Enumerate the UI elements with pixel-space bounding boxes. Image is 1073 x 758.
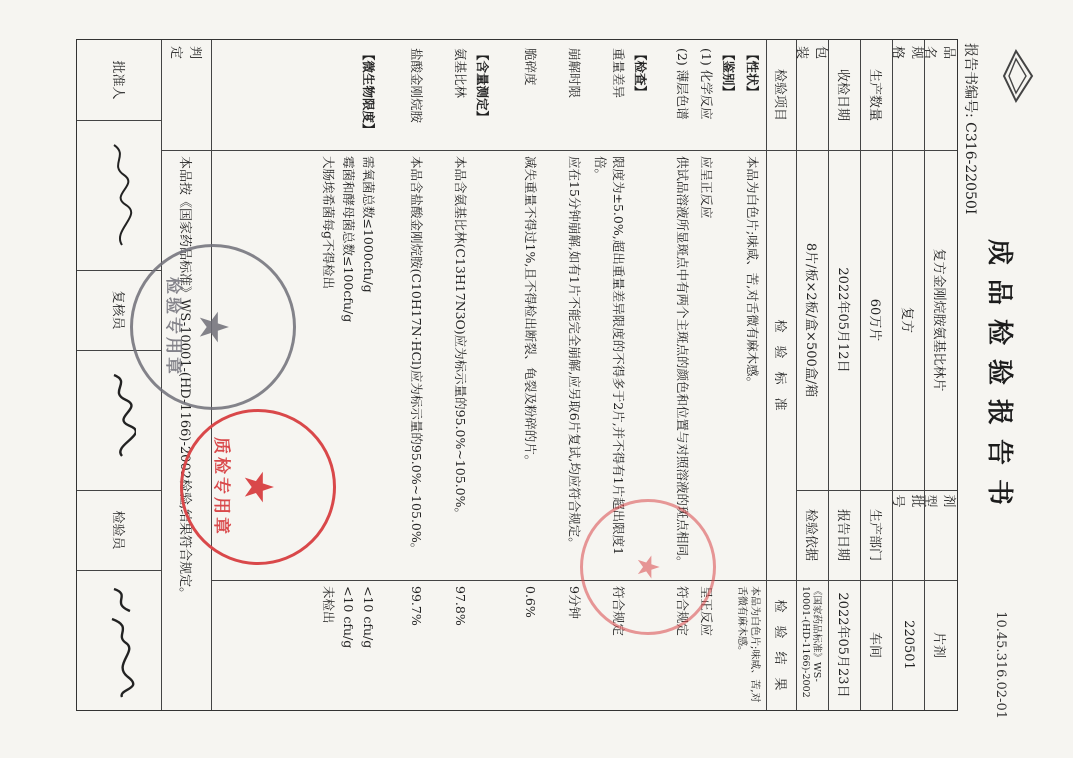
judgement-text: 本品按《国家药品标准》WS-10001-(HD-1166)-2002检验,结果符合规定。 xyxy=(177,156,193,601)
test-stamp-label: 检验专用章 xyxy=(163,277,183,377)
item-name: (2) 薄层色谱 xyxy=(675,48,690,120)
qc-red-stamp xyxy=(180,409,336,565)
item-name: 【含量测定】 xyxy=(475,48,490,124)
item-name: 【检查】 xyxy=(633,48,648,99)
item-name: 【微生物限度】 xyxy=(361,48,376,136)
item-standard: 应呈正反应 xyxy=(699,156,714,219)
item-standard: 霉菌和酵母菌总数≤100cfu/g xyxy=(341,156,356,323)
item-name: 【鉴别】 xyxy=(721,48,736,99)
star-icon: ★ xyxy=(235,469,281,505)
row-pack xyxy=(796,40,829,710)
col-standard: 检 验 标 准 xyxy=(772,319,788,411)
inspection-report xyxy=(36,29,1036,729)
basis-value: 《国家药品标准》WS-10001-(HD-1166)-2002 xyxy=(800,586,823,698)
inspector-signature xyxy=(99,585,138,700)
item-name: 盐酸金刚烷胺 xyxy=(409,48,424,124)
red-stamp-secondary xyxy=(580,499,716,635)
batch-label: 批 号 xyxy=(890,494,924,576)
pack-value: 8片/板×2板/盒×500盒/箱 xyxy=(803,242,819,398)
report-date-value: 2022年05月23日 xyxy=(835,592,851,698)
item-name: 【性状】 xyxy=(745,48,760,99)
judgement-label: 判 定 xyxy=(168,46,202,128)
recv-label: 收检日期 xyxy=(835,68,851,121)
item-standard: 本品含氨基比林(C13H17N3O)应为标示量的95.0%~105.0%。 xyxy=(453,156,468,521)
column-header-row xyxy=(766,40,797,710)
dept-value: 车间 xyxy=(867,631,883,658)
document-code: 10.45.316.02-01 xyxy=(993,611,1008,719)
item-result: 9分钟 xyxy=(567,586,582,619)
row-spec xyxy=(892,40,925,710)
row-qty xyxy=(860,40,893,710)
name-label: 品 名 xyxy=(922,46,956,128)
item-name: 崩解时限 xyxy=(567,48,582,99)
spec-label: 规 格 xyxy=(890,46,924,128)
approver-signature xyxy=(99,140,134,250)
batch-value: 220501 xyxy=(901,620,917,670)
item-result: 97.8% xyxy=(453,586,468,626)
qc-stamp-label: 质检专用章 xyxy=(211,437,231,537)
row-date xyxy=(828,40,861,710)
item-result: 符合规定 xyxy=(675,586,690,637)
item-result: <10 cfu/g xyxy=(361,586,376,649)
item-standard: 减失重量不得过1%,且不得检出断裂、龟裂及粉碎的片。 xyxy=(523,156,538,468)
form-value: 片剂 xyxy=(931,631,947,658)
item-standard: 限度为±5.0%,超出重量差异限度的不得多于2片,并不得有1片超出限度1倍。 xyxy=(593,156,626,556)
item-result: 本品为白色片;味咸、苦,对舌微有麻木感。 xyxy=(736,586,760,703)
test-gray-stamp xyxy=(130,244,296,410)
item-standard: 本品含盐酸金刚烷胺(C10H17N·HCl)应为标示量的95.0%~105.0%。 xyxy=(409,156,424,556)
name-value: 复方金刚烷胺氨基比林片 xyxy=(931,248,947,392)
form-label: 剂 型 xyxy=(922,494,956,576)
item-standard: 大肠埃希菌每g不得检出 xyxy=(321,156,336,290)
star-icon: ★ xyxy=(630,553,666,581)
row-name xyxy=(924,40,957,710)
spec-value: 复方 xyxy=(899,306,915,333)
item-standard: 本品为白色片;味咸、苦,对舌微有麻木感。 xyxy=(745,156,760,390)
reviewer-signature xyxy=(99,370,136,460)
reviewer-label: 复核员 xyxy=(110,290,125,330)
item-result: 呈正反应 xyxy=(699,586,714,637)
item-name: 氨基比林 xyxy=(453,48,468,99)
inspector-label: 检验员 xyxy=(110,510,125,550)
approver-label: 批准人 xyxy=(110,60,125,100)
item-name: 重量差异 xyxy=(611,48,626,99)
star-icon: ★ xyxy=(190,309,236,345)
col-result: 检 验 结 果 xyxy=(772,599,788,691)
report-title: 成品检验报告书 xyxy=(984,238,1014,519)
item-result: 未检出 xyxy=(321,586,336,624)
dept-label: 生产部门 xyxy=(867,508,883,561)
item-result: 符合规定 xyxy=(611,586,626,637)
item-result: <10 cfu/g xyxy=(341,586,356,649)
item-standard: 供试品溶液所显斑点中有两个主斑点的颜色和位置与对照溶液的斑点相同。 xyxy=(675,156,690,569)
item-standard: 需氧菌总数≤1000cfu/g xyxy=(361,156,376,293)
col-item: 检验项目 xyxy=(772,68,788,121)
basis-label: 检验依据 xyxy=(803,508,819,561)
report-date-label: 报告日期 xyxy=(835,508,851,561)
qty-value: 60万片 xyxy=(867,298,883,342)
pack-label: 包 装 xyxy=(794,46,828,128)
qty-label: 生产数量 xyxy=(867,68,883,121)
item-standard: 应在15分钟崩解,如有1片不能完全崩解,应另取6片复试,均应符合规定。 xyxy=(567,156,582,550)
item-result: 99.7% xyxy=(409,586,424,626)
recv-value: 2022年05月12日 xyxy=(835,267,851,373)
item-result: 0.6% xyxy=(523,586,538,618)
item-name: 脆碎度 xyxy=(523,48,538,86)
report-number: 报告书编号: C316-22050I xyxy=(962,43,978,215)
item-name: (1) 化学反应 xyxy=(699,48,714,120)
